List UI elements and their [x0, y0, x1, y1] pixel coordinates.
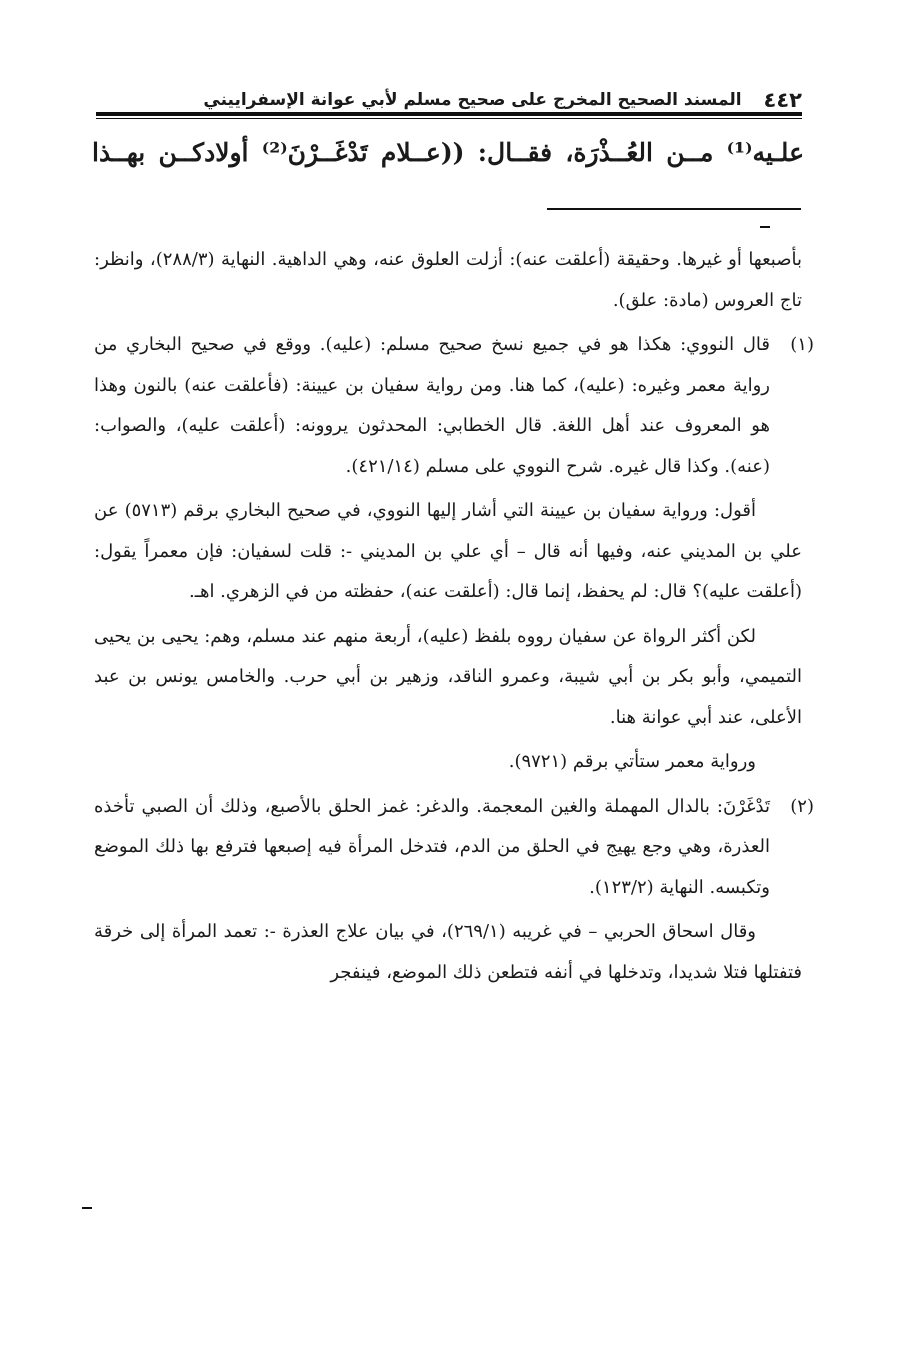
footnote-paragraph: ورواية معمر ستأتي برقم (٩٧٢١). — [508, 751, 756, 772]
continuation-mark — [760, 226, 770, 228]
header-rule-thin — [96, 118, 802, 119]
page-number: ٤٤٢ — [763, 88, 802, 112]
page-end-mark — [82, 1207, 92, 1209]
running-title: المسند الصحيح المخرج على صحيح مسلم لأبي عوانة الإسفراييني — [203, 90, 742, 110]
footnote-text: قال النووي: هكذا هو في جميع نسخ صحيح مسلم: (عليه). ووقع في صحيح البخاري من رواية معمر وغيره: (عليه)، كما هنا. ومن رواية سفيان بن عيينة: (فأعلقت عنه) بالنون وهذا هو المعروف عند أهل اللغة. قال الخطابي: المحدثون يروونه: (أعلقت عليه)، والصواب: (عنه). وكذا قال غيره. شرح النووي على مسلم (٤٢١/١٤). — [94, 334, 770, 477]
footnote-paragraph: أقول: ورواية سفيان بن عيينة التي أشار إليها النووي، في صحيح البخاري برقم (٥٧١٣) عن علي بن المديني عنه، وفيها أنه قال – أي علي بن المديني -: قلت لسفيان: فإن معمراً يقول: (أعلقت عليه)؟ قال: لم يحفظ، إنما قال: (أعلقت عنه)، حفظته من في الزهري. اهـ. — [94, 500, 802, 602]
footnote-number: (١) — [790, 334, 814, 355]
footnote-number: (٢) — [790, 795, 814, 817]
footnote-1 — [94, 325, 814, 487]
running-header — [96, 74, 802, 114]
footnotes — [94, 240, 814, 997]
footnote-continued: بأصبعها أو غيرها. وحقيقة (أعلقت عنه): أزلت العلوق عنه، وهي الداهية. النهاية (٢٨٨/٣)، وانظر: تاج العروس (مادة: علق). — [94, 249, 803, 311]
footnote-2 — [94, 787, 814, 909]
main-text-line: علـيه⁽¹⁾ مــن العُــذْرَة، فقــال: ((عــلام تَدْغَــرْنَ⁽²⁾ أولادكــن بهــذا — [92, 138, 804, 167]
footnote-separator — [547, 208, 801, 210]
footnote-paragraph: وقال اسحاق الحربي – في غريبه (٢٦٩/١)، في بيان علاج العذرة -: تعمد المرأة إلى خرقة فتفتلها فتلا شديدا، وتدخلها في أنفه فتطعن ذلك الموضع، فينفجر — [94, 921, 802, 983]
footnote-paragraph: لكن أكثر الرواة عن سفيان رووه بلفظ (عليه)، أربعة منهم عند مسلم، وهم: يحيى بن يحيى التميمي، وأبو بكر بن أبي شيبة، وعمرو الناقد، وزهير بن أبي حرب. والخامس يونس بن عبد الأعلى، عند أبي عوانة هنا. — [94, 625, 802, 728]
header-rule — [96, 112, 802, 116]
footnote-text: تَدْغَرْنَ: بالدال المهملة والغين المعجمة. والدغر: غمز الحلق بالأصبع، وذلك أن الصبي تأخذه العذرة، وهي وجع يهيج في الحلق من الدم، فتدخل المرأة فيه إصبعها فترفع بها ذلك الموضع وتكبسه. النهاية (١٢٣/٢). — [94, 795, 770, 898]
